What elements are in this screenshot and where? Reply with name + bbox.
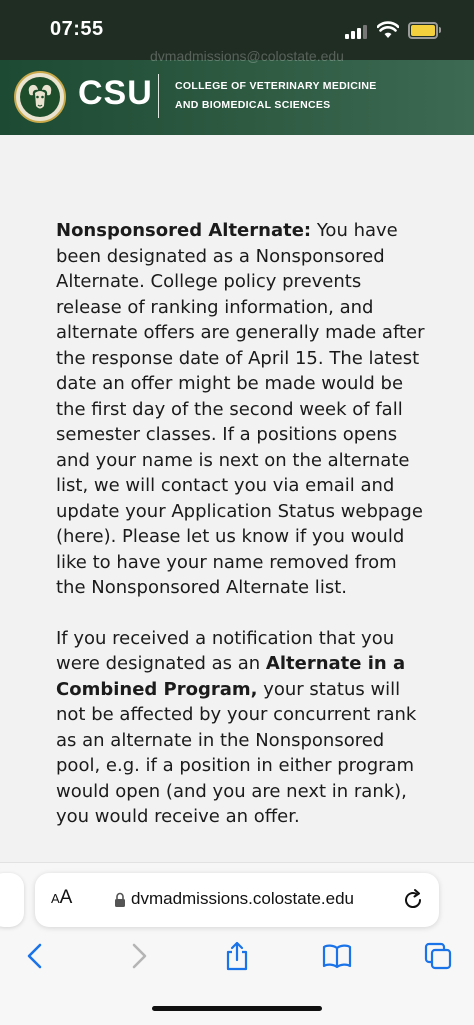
address-bar[interactable] [35,873,439,927]
csu-wordmark[interactable]: CSU [78,74,153,112]
combined-program-intro: If you received a notification that you were designated as an [56,627,395,674]
college-name-line-1: COLLEGE OF VETERINARY MEDICINE [175,80,377,92]
battery-level [411,25,435,36]
combined-program-paragraph [56,626,428,830]
status-time: 07:55 [50,18,104,40]
combined-program-bold: Alternate in a Combined Program, [56,653,406,700]
url-text[interactable]: dvmadmissions.colostate.edu [131,889,355,908]
previous-tab-peek[interactable] [0,873,24,927]
header-overlay-text: dvmadmissions@colostate.edu [150,48,344,64]
bookmarks-icon[interactable] [321,940,353,972]
battery-icon [408,22,438,39]
share-icon[interactable] [221,940,253,972]
combined-program-text: your status will not be affected by your concurrent rank as an alternate in the Nonsponsored pool, e.g. if a position in either program would open (and you are next in rank), you would receive an offer. [56,678,417,827]
cellular-signal-icon [345,24,371,39]
wifi-icon [377,21,399,39]
reload-icon[interactable] [401,888,425,912]
site-header [0,48,474,135]
csu-ram-logo[interactable] [13,70,67,124]
college-name-line-2: AND BIOMEDICAL SCIENCES [175,99,331,111]
home-indicator[interactable] [152,1006,322,1011]
tabs-icon[interactable] [422,940,454,972]
nonsponsored-alternate-text: You have been designated as a Nonsponsored Alternate. College policy prevents release of ranking information, and alternate offers are generally made after the response date of April 15. The latest date an offer might be made would be the first day of the second week of fall semester classes. If a positions opens and your name is next on the alternate list, we will contact you via email and update your Application Status webpage (here). Please let us know if you would like to have your name removed from the Nonsponsored Alternate list. [56,220,425,598]
nonsponsored-alternate-heading: Nonsponsored Alternate: [56,220,312,241]
nonsponsored-alternate-paragraph [56,218,428,601]
reader-text-size-button[interactable]: AA [51,887,73,908]
forward-icon[interactable] [122,940,154,972]
lock-icon [114,892,126,908]
header-divider [158,74,159,118]
back-icon[interactable] [20,940,52,972]
page-content [56,218,428,855]
